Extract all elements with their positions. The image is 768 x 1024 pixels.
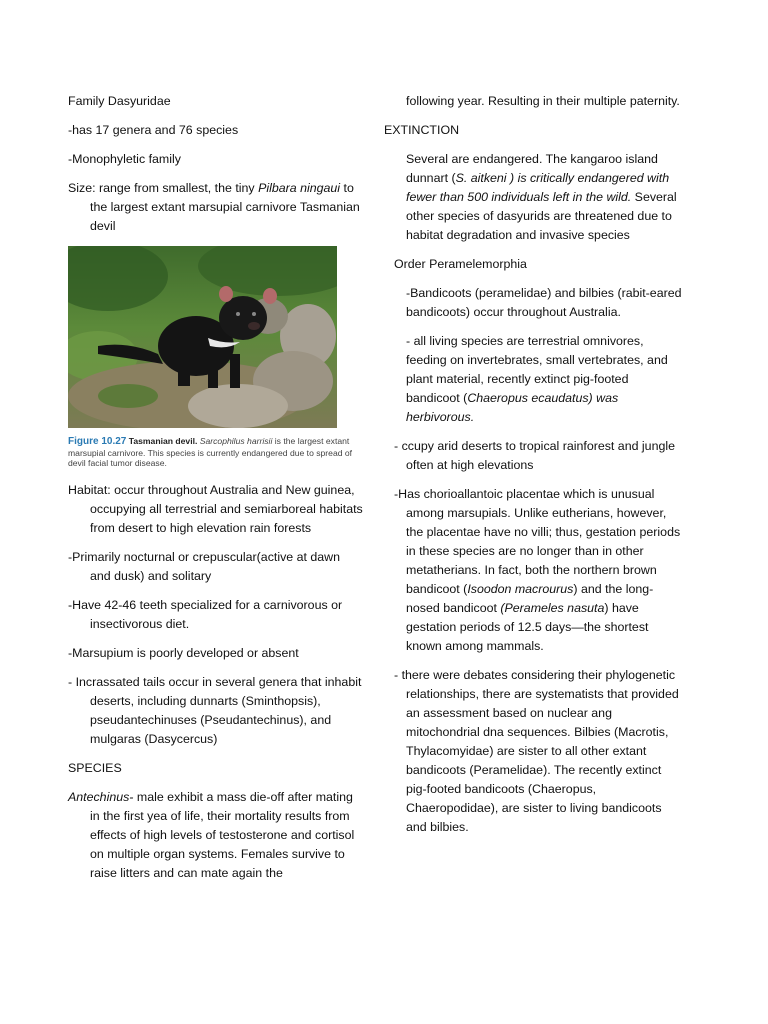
- figure-title: Tasmanian devil.: [128, 436, 198, 446]
- marsupium-paragraph: -Marsupium is poorly developed or absent: [68, 645, 299, 660]
- figure-text: is the largest extant marsupial carnivore. This species is currently endangered due to spread of devil facial tumor disease.: [68, 436, 353, 468]
- tails-paragraph: - Incrassated tails occur in several genera that inhabit deserts, including dunnarts (Sminthopsis), pseudantechinuses (Pseudantechinus), and mulgaras (Dasycercus): [68, 674, 362, 746]
- continued-paragraph: following year. Resulting in their multiple paternity.: [406, 94, 680, 108]
- order-heading: Order Peramelemorphia: [394, 257, 527, 271]
- chorioallantoic-paragraph: -Has chorioallantoic placentae which is unusual among marsupials. Unlike eutherians, however, the placentae have no villi; thus, gestation periods in these species are no longer than in other metatherians. In fact, both the northern brown bandicoot (Isoodon macrourus) and the long-nosed bandicoot (Perameles nasuta) have gestation periods of 12.5 days—the shortest known among mammals.: [394, 487, 681, 653]
- bandicoots-paragraph: -Bandicoots (peramelidae) and bilbies (rabit-eared bandicoots) occur throughout Australia.: [406, 286, 682, 319]
- habitat-paragraph: Habitat: occur throughout Australia and New guinea, occupying all terrestrial and semiarboreal habitats from desert to high elevation rain forests: [68, 482, 363, 535]
- left-column: [68, 92, 364, 893]
- extinction-paragraph: Several are endangered. The kangaroo island dunnart (S. aitkeni ) is critically endangered with fewer than 500 individuals left in the wild. Several other species of dasyurids are threatened due to habitat degradation and invasive species: [406, 152, 677, 242]
- figure-label: Figure 10.27: [68, 436, 127, 447]
- extinction-heading: EXTINCTION: [384, 123, 460, 137]
- phylogeny-paragraph: - there were debates considering their phylogenetic relationships, there are systematists that provided an assessment based on nuclear ang mitochondrial dna sequences. Bilbies (Macrotis, Thylacomyidae) are sister to all other extant bandicoots (Peramelidae). The recently extinct pig-footed bandicoots (Chaeropus, Chaeropodidae), are sister to living bandicoots and bilbies.: [394, 668, 679, 834]
- arid-paragraph: - ccupy arid deserts to tropical rainforest and jungle often at high elevations: [394, 439, 675, 472]
- monophyletic-line: -Monophyletic family: [68, 152, 181, 166]
- nocturnal-paragraph: -Primarily nocturnal or crepuscular(active at dawn and dusk) and solitary: [68, 549, 341, 583]
- figure-caption: [68, 436, 364, 469]
- family-title: Family Dasyuridae: [68, 94, 171, 108]
- size-paragraph: Size: range from smallest, the tiny Pilbara ningaui to the largest extant marsupial carnivore Tasmanian devil: [68, 181, 360, 233]
- right-column: [384, 92, 684, 847]
- tasmanian-devil-photo: [68, 246, 337, 428]
- genera-line: -has 17 genera and 76 species: [68, 123, 239, 137]
- species-heading: SPECIES: [68, 760, 122, 775]
- omnivores-paragraph: - all living species are terrestrial omnivores, feeding on invertebrates, small vertebrates, and plant material, recently extinct pig-footed bandicoot (Chaeropus ecaudatus) was herbivorous.: [406, 334, 668, 424]
- figure-species: Sarcophilus harrisii: [199, 436, 273, 446]
- teeth-paragraph: -Have 42-46 teeth specialized for a carnivorous or insectivorous diet.: [68, 597, 343, 631]
- antechinus-paragraph: Antechinus- male exhibit a mass die-off after mating in the first yea of life, their mortality results from effects of high levels of testosterone and cortisol on multiple organ systems. Females survive to raise litters and can mate again the: [68, 789, 355, 880]
